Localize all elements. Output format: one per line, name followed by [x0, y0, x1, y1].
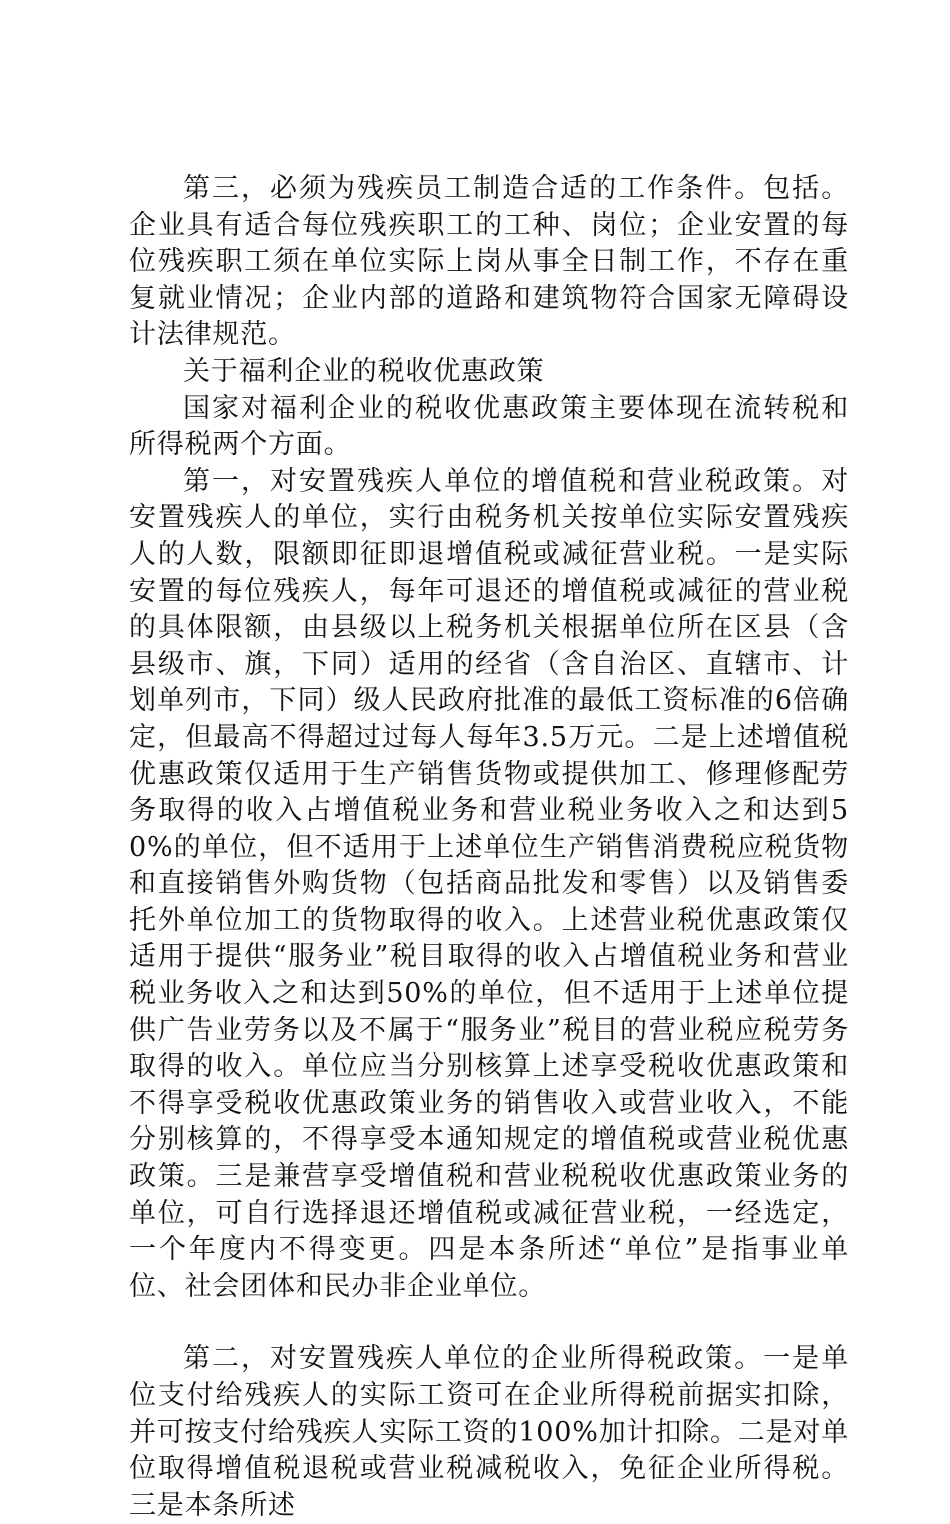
paragraph-work-conditions: 第三，必须为残疾员工制造合适的工作条件。包括。企业具有适合每位残疾职工的工种、岗位；企业安置的每位残疾职工须在单位实际上岗从事全日制工作，不存在重复就业情况；企业内部的道路和建筑物符合国家无障碍设计法律规范。	[129, 173, 849, 351]
paragraph-vat-business-tax: 第一，对安置残疾人单位的增值税和营业税政策。对安置残疾人的单位，实行由税务机关按单位实际安置残疾人的人数，限额即征即退增值税或减征营业税。一是实际安置的每位残疾人，每年可退还的增值税或减征的营业税的具体限额，由县级以上税务机关根据单位所在区县（含县级市、旗，下同）适用的经省（含自治区、直辖市、计划单列市，下同）级人民政府批准的最低工资标准的6倍确定，但最高不得超过过每人每年3.5万元。二是上述增值税优惠政策仅适用于生产销售货物或提供加工、修理修配劳务取得的收入占增值税业务和营业税业务收入之和达到50%的单位，但不适用于上述单位生产销售消费税应税货物和直接销售外购货物（包括商品批发和零售）以及销售委托外单位加工的货物取得的收入。上述营业税优惠政策仅适用于提供“服务业”税目取得的收入占增值税业务和营业税业务收入之和达到50%的单位，但不适用于上述单位提供广告业劳务以及不属于“服务业”税目的营业税应税劳务取得的收入。单位应当分别核算上述享受税收优惠政策和不得享受税收优惠政策业务的销售收入或营业收入，不能分别核算的，不得享受本通知规定的增值税或营业税优惠政策。三是兼营享受增值税和营业税税收优惠政策业务的单位，可自行选择退还增值税或减征营业税，一经选定，一个年度内不得变更。四是本条所述“单位”是指事业单位、社会团体和民办非企业单位。	[129, 465, 849, 1302]
section-heading: 关于福利企业的税收优惠政策	[183, 355, 545, 387]
paragraph-overview: 国家对福利企业的税收优惠政策主要体现在流转税和所得税两个方面。	[129, 392, 849, 461]
paragraph-income-tax: 第二，对安置残疾人单位的企业所得税政策。一是单位支付给残疾人的实际工资可在企业所得税前据实扣除，并可按支付给残疾人实际工资的100%加计扣除。二是对单位取得增值税退税或营业税减税收入，免征企业所得税。三是本条所述	[129, 1343, 849, 1521]
document-body	[129, 171, 849, 1524]
paragraph-gap	[129, 1305, 849, 1341]
